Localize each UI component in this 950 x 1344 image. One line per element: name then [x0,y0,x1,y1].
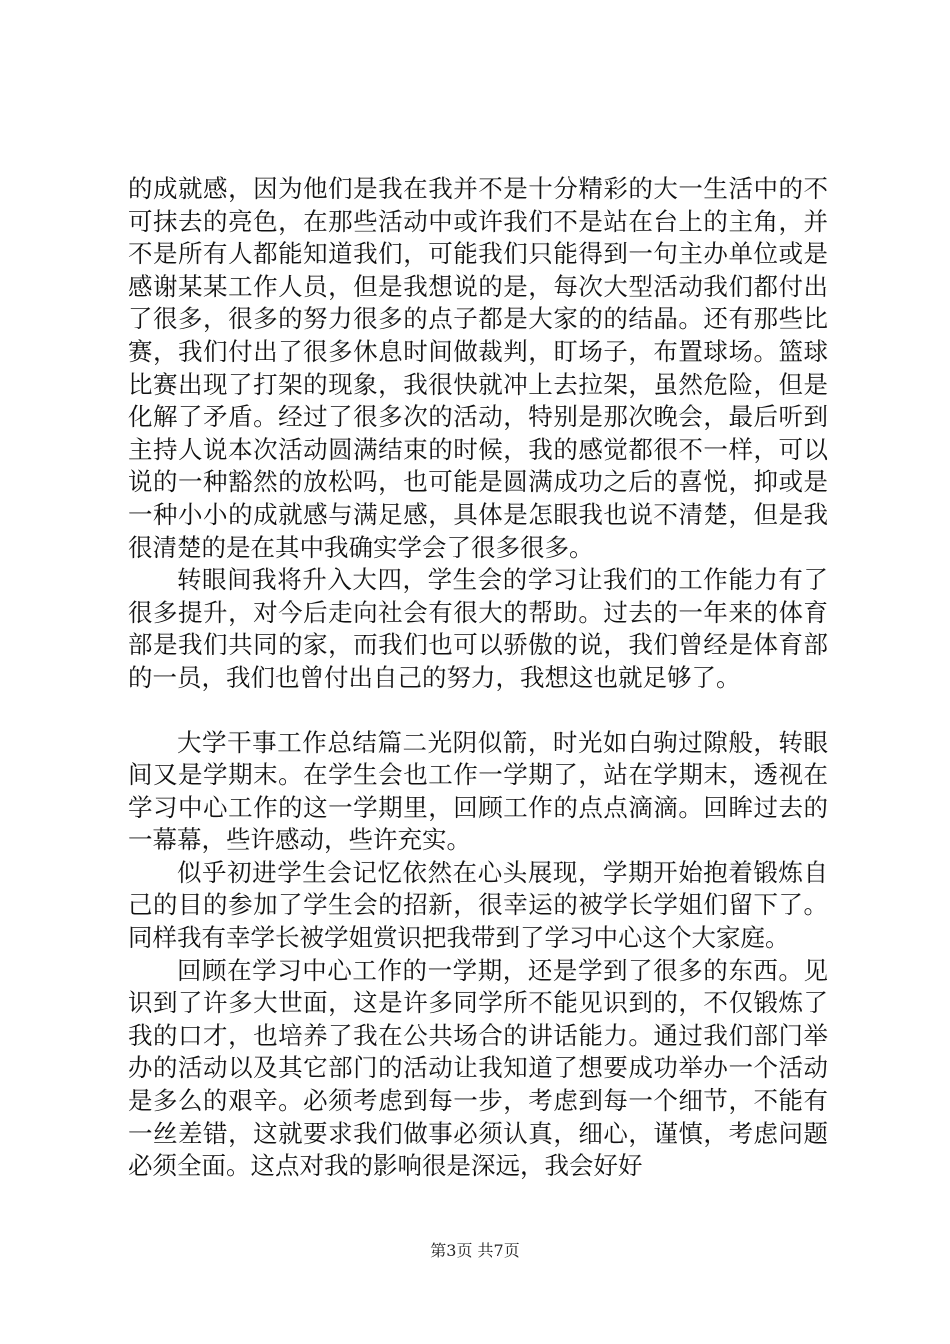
page-number-footer: 第3页 共7页 [430,1241,520,1260]
paragraph-section-two-intro: 大学干事工作总结篇二光阴似箭，时光如白驹过隙般，转眼间又是学期末。在学生会也工作一学期了，站在学期末，透视在学习中心工作的这一学期里，回顾工作的点点滴滴。回眸过去的一幕幕，些许感动，些许充实。 [128,727,828,855]
paragraph-continued: 的成就感，因为他们是我在我并不是十分精彩的大一生活中的不可抹去的亮色，在那些活动中或许我们不是站在台上的主角，并不是所有人都能知道我们，可能我们只能得到一句主办单位或是感谢某某工作人员，但是我想说的是，每次大型活动我们都付出了很多，很多的努力很多的点子都是大家的的结晶。还有那些比赛，我们付出了很多休息时间做裁判，盯场子，布置球场。篮球比赛出现了打架的现象，我很快就冲上去拉架，虽然危险，但是化解了矛盾。经过了很多次的活动，特别是那次晚会，最后听到主持人说本次活动圆满结束的时候，我的感觉都很不一样，可以说的一种豁然的放松吗，也可能是圆满成功之后的喜悦，抑或是一种小小的成就感与满足感，具体是怎眼我也说不清楚，但是我很清楚的是在其中我确实学会了很多很多。 [128,174,828,562]
paragraph-review-semester: 回顾在学习中心工作的一学期，还是学到了很多的东西。见识到了许多大世面，这是许多同学所不能见识到的，不仅锻炼了我的口才，也培养了我在公共场合的讲话能力。通过我们部门举办的活动以及其它部门的活动让我知道了想要成功举办一个活动是多么的艰辛。必须考虑到每一步，考虑到每一个细节，不能有一丝差错，这就要求我们做事必须认真，细心，谨慎，考虑问题必须全面。这点对我的影响很是深远，我会好好 [128,955,828,1181]
paragraph-joining-union: 似乎初进学生会记忆依然在心头展现，学期开始抱着锻炼自己的目的参加了学生会的招新，很幸运的被学长学姐们留下了。同样我有幸学长被学姐赏识把我带到了学习中心这个大家庭。 [128,857,828,953]
paragraph-senior-year: 转眼间我将升入大四，学生会的学习让我们的工作能力有了很多提升，对今后走向社会有很大的帮助。过去的一年来的体育部是我们共同的家，而我们也可以骄傲的说，我们曾经是体育部的一员，我们也曾付出自己的努力，我想这也就足够了。 [128,565,828,692]
section-gap [128,695,828,727]
document-body [128,173,828,1183]
